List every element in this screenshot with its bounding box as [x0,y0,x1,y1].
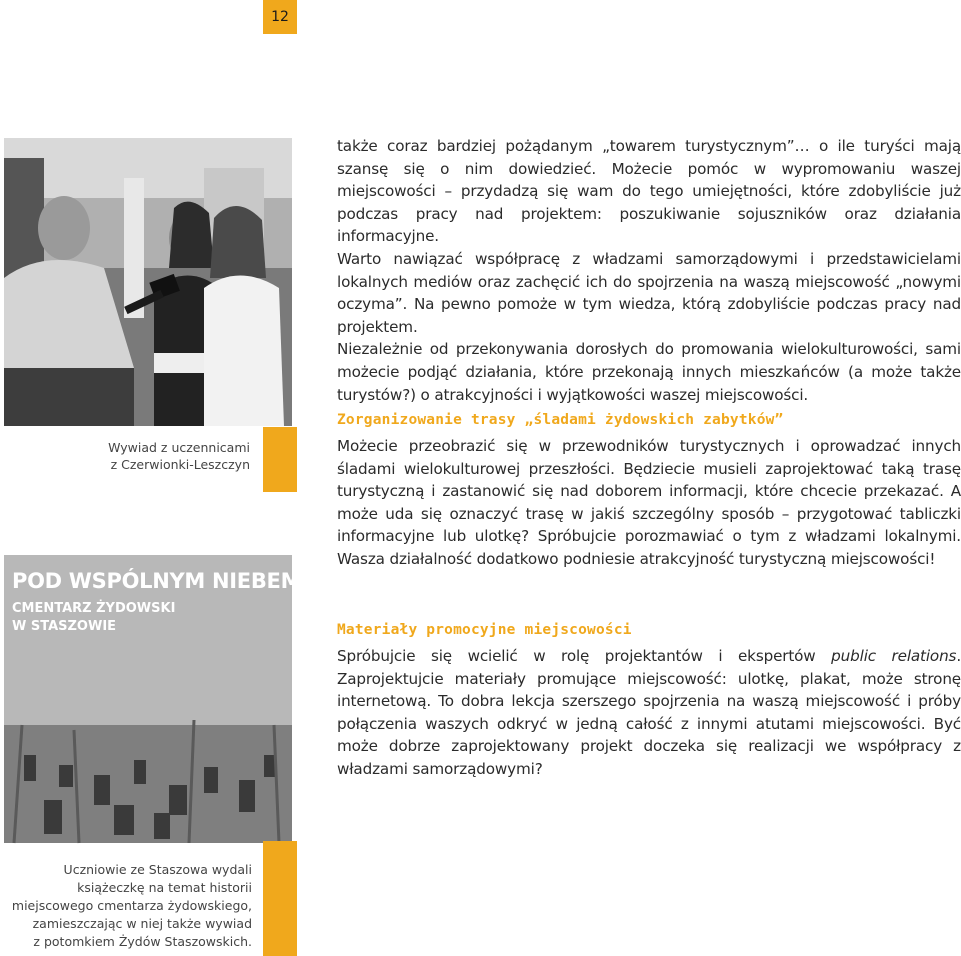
text-run: Spróbujcie się wcielić w rolę projektantów i ekspertów [337,647,832,665]
interview-photo [4,138,292,426]
paragraph: Możecie przeobrazić się w przewodników turystycznych i oprowadzać innych śladami wielokulturowej przeszłości. Będziecie musieli zaprojektować taką trasę turystyczną i zastanowić się nad doborem informacji, które chcecie przekazać. A może uda się oznaczyć trasę w jakiś szczególny sposób – przygotować tabliczki informacyjne lub ulotkę? Spróbujcie porozmawiać o tym z władzami lokalnymi. Wasza działalność dodatkowo podniesie atrakcyjność turystyczną miejscowości! [337,437,961,568]
book-cover-caption [4,861,252,951]
section-heading: Zorganizowanie trasy „śladami żydowskich zabytków” [337,412,784,428]
caption-accent-bar [263,841,297,956]
book-cover-image [4,555,302,843]
interview-photo-illustration [4,138,292,426]
page-number: 12 [263,0,297,34]
intro-text [337,135,961,406]
caption-line: książeczkę na temat historii [77,880,252,895]
caption-line: zamieszczając w niej także wywiad [32,916,252,931]
interview-photo-caption [40,439,250,473]
paragraph: także coraz bardziej pożądanym „towarem turystycznym”… o ile turyści mają szansę się o nim dowiedzieć. Możecie pomóc w wypromowaniu waszej miejscowości – przydadzą się wam do tego umiejętności, które zdobyliście już podczas pracy nad projektem: poszukiwanie sojuszników oraz działania informacyjne. [337,137,961,246]
paragraph [337,645,961,781]
paragraph: Niezależnie od przekonywania dorosłych do promowania wielokulturowości, sami możecie podjąć działania, które przekonają innych mieszkańców (a może także turystów?) o atrakcyjności i wyjątkowości waszej miejscowości. [337,340,961,404]
book-cover-subtitle: CMENTARZ ŻYDOWSKI [12,601,176,616]
caption-line: Wywiad z uczennicami [108,440,250,455]
cemetery-illustration [4,555,292,843]
caption-line: miejscowego cmentarza żydowskiego, [11,898,252,913]
book-cover-title: POD WSPÓLNYM NIEBEM [12,569,302,593]
section-heading: Materiały promocyjne miejscowości [337,622,632,638]
italic-term: public relations [831,647,957,665]
section-body [337,435,961,571]
caption-line: Uczniowie ze Staszowa wydali [63,862,252,877]
book-cover-subtitle: W STASZOWIE [12,619,117,634]
caption-accent-bar [263,427,297,492]
paragraph: Warto nawiązać współpracę z władzami samorządowymi i przedstawicielami lokalnych mediów oraz zachęcić ich do spojrzenia na waszą miejscowość „nowymi oczyma”. Na pewno pomoże w tym wiedza, którą zdobyliście podczas pracy nad projektem. [337,249,961,336]
caption-line: z potomkiem Żydów Staszowskich. [33,934,252,949]
caption-line: z Czerwionki-Leszczyn [110,457,250,472]
section-body [337,645,961,781]
text-run: . Zaprojektujcie materiały promujące miejscowość: ulotkę, plakat, może stronę internetową. To dobra lekcja szerszego spojrzenia na waszą miejscowość i próby połączenia waszych odkryć w jedną całość z innymi atutami miejscowości. Być może dobrze zaprojektowany projekt doczeka się realizacji we współpracy z władzami samorządowymi? [337,647,961,778]
